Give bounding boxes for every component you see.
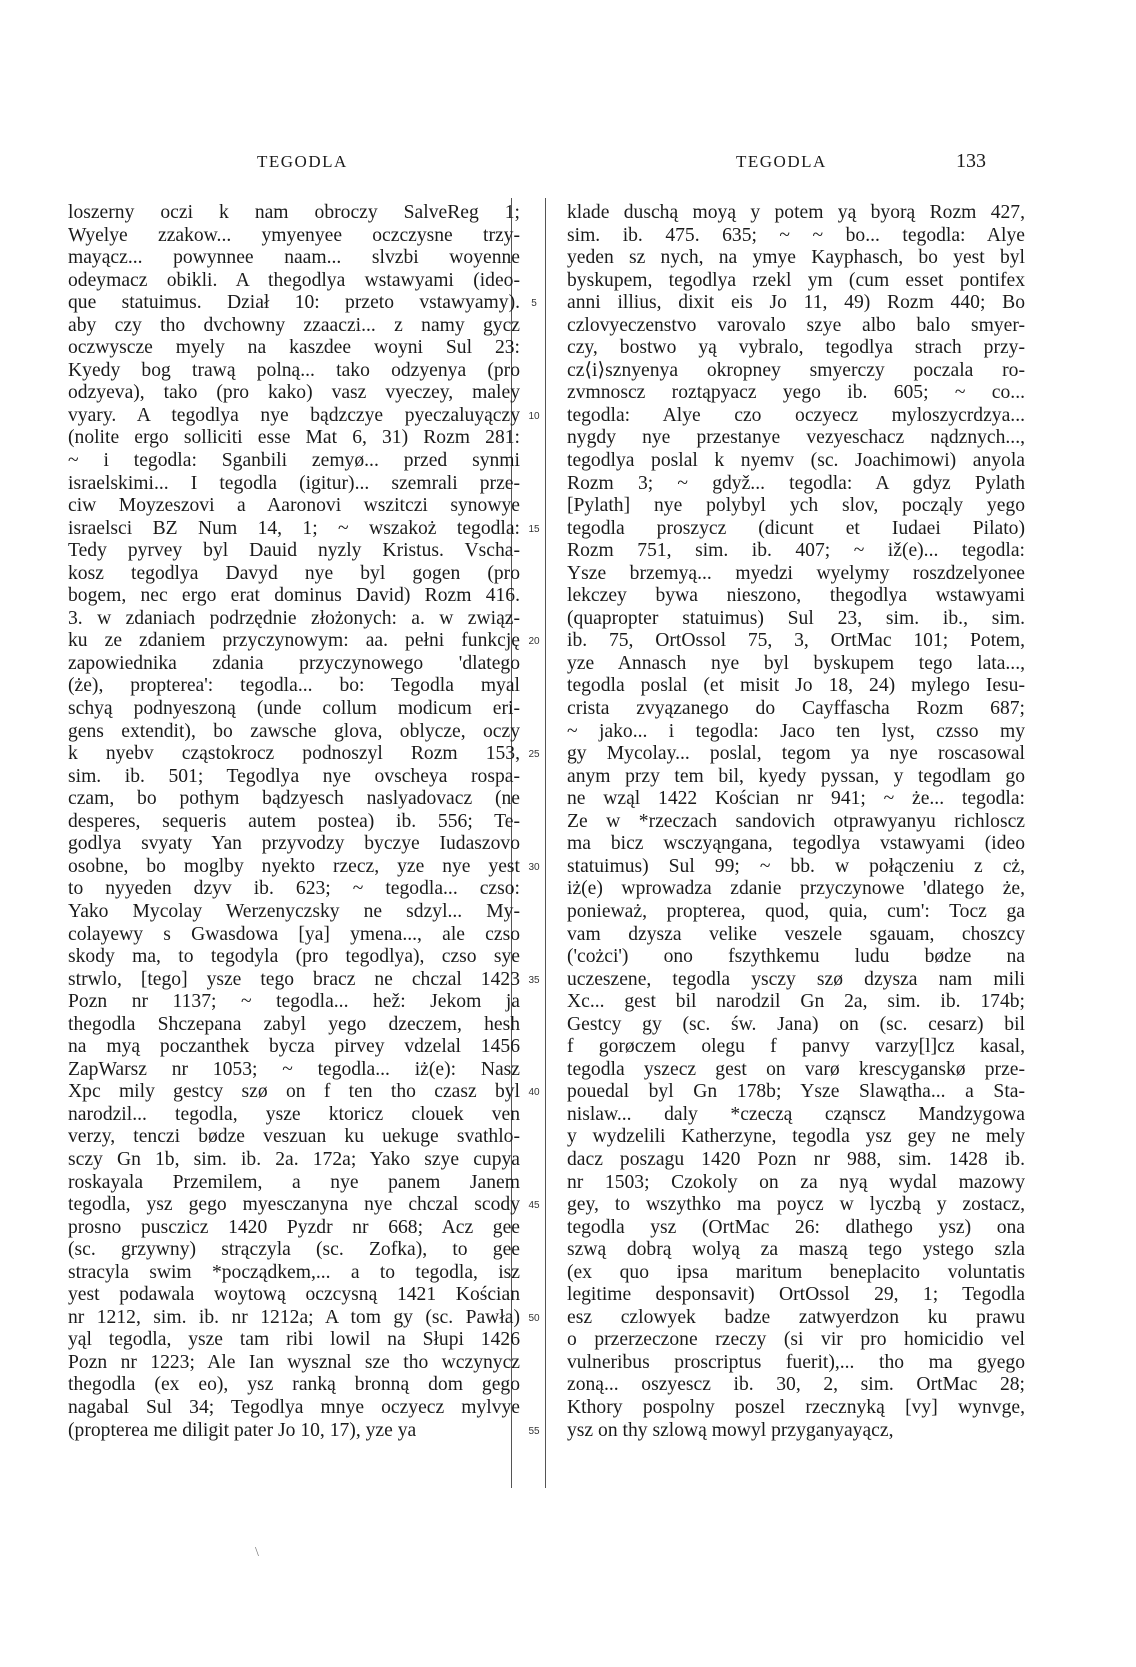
text-line: kosz tegodlya Davyd nye byl gogen (pro <box>68 562 520 584</box>
text-line: stracyla swim *począdkem,... a to tegodla, isz <box>68 1261 520 1283</box>
text-line: Pozn nr 1223; Ale Ian wysznal sze tho wczynycz <box>68 1351 520 1373</box>
text-line: byskupem, tegodlya rzekl ym (cum esset pontifex <box>567 269 1025 291</box>
text-line: ciw Moyzeszovi a Aaronovi wszitczi synowye <box>68 495 520 517</box>
text-line: yest podawala woytową oczcysną 1421 Kościan <box>68 1284 520 1306</box>
text-line: yąl tegodla, ysze tam ribi lowil na Słupi 1426 <box>68 1329 520 1351</box>
text-line: gy Mycolay... poslal, tegom ya nye roscasowal <box>567 743 1025 765</box>
text-line: k nyebv cząstokrocz podnoszyl Rozm 153, <box>68 743 520 765</box>
line-number: 40 <box>528 1087 540 1099</box>
text-line: ib. 75, OrtOssol 75, 3, OrtMac 101; Potem, <box>567 630 1025 652</box>
text-line: aby czy tho dvchowny zzaaczi... z namy gycz <box>68 314 520 336</box>
line-number: 50 <box>528 1312 540 1324</box>
stray-mark: \ <box>255 1545 259 1560</box>
text-line: zoną... oszyescz ib. 30, 2, sim. OrtMac 28; <box>567 1374 1025 1396</box>
text-line: (nolite ergo solliciti esse Mat 6, 31) Rozm 281: <box>68 427 520 449</box>
text-line: thegodla (ex eo), ysz ranką bronną dom gego <box>68 1374 520 1396</box>
text-line: nr 1503; Czokoly on za nyą wydal mazowy <box>567 1171 1025 1193</box>
text-line: iż(e) wprowadza zdanie przyczynowe 'dlatego że, <box>567 878 1025 900</box>
text-line: anni illius, dixit eis Jo 11, 49) Rozm 440; Bo <box>567 292 1025 314</box>
text-line: vulneribus proscriptus fuerit),... tho ma gyego <box>567 1351 1025 1373</box>
text-line: czy, bostwo yą vybralo, tegodlya strach przy- <box>567 337 1025 359</box>
text-line: esz czlowyek badze zatwyerdzon ku prawu <box>567 1306 1025 1328</box>
text-line: Xc... gest bil narodzil Gn 2a, sim. ib. 174b; <box>567 991 1025 1013</box>
text-line: verzy, tenczi bødze veszuan ku uekuge svathlo- <box>68 1126 520 1148</box>
line-number: 5 <box>531 298 537 310</box>
text-line: tegodla yszecz gest on varø krescyganskø prze- <box>567 1058 1025 1080</box>
text-line: Tedy pyrvey byl Dauid nyzly Kristus. Vscha- <box>68 540 520 562</box>
text-line: czam, bo pothym bądzyesch naslyadovacz (ne <box>68 788 520 810</box>
line-number: 30 <box>528 861 540 873</box>
text-line: legitime desponsavit) OrtOssol 29, 1; Tegodla <box>567 1284 1025 1306</box>
text-line: loszerny oczi k nam obroczy SalveReg 1; <box>68 202 520 223</box>
text-line: gens extendit), bo zawsche glova, oblycze, oczy <box>68 720 520 742</box>
text-line: crista zvyązanego do Cayffascha Rozm 687; <box>567 698 1025 720</box>
text-line: odeymacz obikli. A thegodlya wstawyami (ideo- <box>68 269 520 291</box>
text-line: na myą poczanthek bycza pirvey vdzelal 1456 <box>68 1036 520 1058</box>
text-line: zapowiednika zdania przyczynowego 'dlatego <box>68 652 520 674</box>
text-line: nagabal Sul 34; Tegodlya mnye oczyecz mylvye <box>68 1396 520 1418</box>
text-line: y wydzelili Katherzyne, tegodla ysz gey ne mely <box>567 1126 1025 1148</box>
line-number: 25 <box>528 749 540 761</box>
text-line: israelsci BZ Num 14, 1; ~ wszakoż tegodla: <box>68 517 520 539</box>
text-line: o przerzeczone rzeczy (si vir pro homicidio vel <box>567 1329 1025 1351</box>
text-line: oczwyscze myely na kaszdee woyni Sul 23: <box>68 337 520 359</box>
text-line: nr 1212, sim. ib. nr 1212a; A tom gy (sc. Pawła) <box>68 1306 520 1328</box>
text-line: Rozm 3; ~ gdyž... tegodla: A gdyz Pylath <box>567 472 1025 494</box>
text-line: f gorøczem olegu f panvy varzy[l]cz kasal, <box>567 1036 1025 1058</box>
text-line: [Pylath] nye polybyl ych slov, począly yego <box>567 495 1025 517</box>
running-head-right: TEGODLA <box>736 152 827 171</box>
text-line: ne wząl 1422 Kościan nr 941; ~ że... tegodla: <box>567 788 1025 810</box>
text-line: lekczey bywa nieszono, thegodlya wstawyami <box>567 585 1025 607</box>
text-line: Yako Mycolay Werzenyczsky ne sdzyl... My- <box>68 900 520 922</box>
text-line: Rozm 751, sim. ib. 407; ~ iž(e)... tegodla: <box>567 540 1025 562</box>
text-line: Pozn nr 1137; ~ tegodla... hež: Jekom ja <box>68 991 520 1013</box>
left-text-column <box>68 202 520 1442</box>
text-line: czlovyeczenstvo varovalo szye albo balo smyer- <box>567 314 1025 336</box>
text-line: 3. w zdaniach podrzędnie złożonych: a. w związ- <box>68 607 520 629</box>
text-line: (ex quo ipsa maritum beneplacito voluntatis <box>567 1261 1025 1283</box>
text-line: vyary. A tegodlya nye bądzczye pyeczaluyączy <box>68 404 520 426</box>
text-line: (sc. grzywny) strączyla (sc. Zofka), to gee <box>68 1239 520 1261</box>
text-line: pouedal byl Gn 178b; Ysze Slawątha... a Sta- <box>567 1081 1025 1103</box>
text-line: yze Annasch nye byl byskupem tego lata..., <box>567 652 1025 674</box>
running-head-left: TEGODLA <box>257 152 348 171</box>
text-line: (propterea me diligit pater Jo 10, 17), yze ya <box>68 1419 417 1441</box>
line-number: 55 <box>528 1425 540 1437</box>
text-line: sim. ib. 501; Tegodlya nye ovscheya rospa- <box>68 765 520 787</box>
text-line: godlya svyaty Yan przyvodzy byczye Iudaszovo <box>68 833 520 855</box>
text-line: narodzil... tegodla, ysze ktoricz clouek ven <box>68 1103 520 1125</box>
text-line: colayewy s Gwasdowa [ya] ymena..., ale czso <box>68 923 520 945</box>
text-line: israelskimi... I tegodla (igitur)... szemrali prze- <box>68 472 520 494</box>
text-line: ('cożci') ono fszythkemu ludu bødze na <box>567 946 1025 968</box>
text-line: uczeszene, tegodla ysczy szø dzysza nam mili <box>567 968 1025 990</box>
text-line: strwlo, [tego] ysze tego bracz ne chczal 1423 <box>68 968 520 990</box>
line-number: 20 <box>528 636 540 648</box>
text-line: Xpc mily gestcy szø on f ten tho czasz byl <box>68 1081 520 1103</box>
text-line: desperes, sequeris autem postea) ib. 556; Te- <box>68 810 520 832</box>
text-line: ~ jako... i tegodla: Jaco ten lyst, czsso my <box>567 720 1025 742</box>
text-line: skody ma, to tegodyla (pro tegodlya), czso sye <box>68 946 520 968</box>
right-text-column <box>567 202 1025 1442</box>
text-line: sczy Gn 1b, sim. ib. 2a. 172a; Yako szye cupya <box>68 1148 520 1170</box>
text-line: dacz poszagu 1420 Pozn nr 988, sim. 1428 ib. <box>567 1148 1025 1170</box>
text-line: roskayala Przemilem, a nye panem Janem <box>68 1171 520 1193</box>
text-line: osobne, bo moglby nyekto rzecz, yze nye yest <box>68 855 520 877</box>
text-line: yeden sz nych, na ymye Kayphasch, bo yest byl <box>567 247 1025 269</box>
text-line: ZapWarsz nr 1053; ~ tegodla... iż(e): Nasz <box>68 1058 520 1080</box>
text-line: to nyyeden dzyv ib. 623; ~ tegodla... czso: <box>68 878 520 900</box>
line-number: 15 <box>528 523 540 535</box>
text-line: klade duschą moyą y potem yą byorą Rozm 427, <box>567 202 1025 223</box>
text-line: anym przy tem bil, kyedy pyssan, y tegodlam go <box>567 765 1025 787</box>
text-line: Gestcy gy (sc. św. Jana) on (sc. cesarz) bil <box>567 1013 1025 1035</box>
page-number: 133 <box>956 150 986 172</box>
line-number: 35 <box>528 974 540 986</box>
text-line: tegodla proszycz (dicunt et Iudaei Pilato) <box>567 517 1025 539</box>
text-line: ~ i tegodla: Sganbili zemyø... przed synmi <box>68 450 520 472</box>
text-line: bogem, nec ergo erat dominus David) Rozm 416. <box>68 585 520 607</box>
text-line: nygdy nye przestanye vezyeschacz nądznych..., <box>567 427 1025 449</box>
text-line: tegodla: Alye czo oczyecz myloszycrdzya... <box>567 404 1025 426</box>
text-line: que statuimus. Dział 10: przeto vstawyamy). <box>68 292 520 314</box>
text-line: Ysze brzemyą... myedzi wyelymy roszdzelyonee <box>567 562 1025 584</box>
text-line: gey, to wszythko ma poycz w lyczbą y zostacz, <box>567 1194 1025 1216</box>
text-line: tegodla poslal (et misit Jo 18, 24) mylego Iesu- <box>567 675 1025 697</box>
text-line: Wyelye zzakow... ymyenyee oczczysne trzy- <box>68 224 520 246</box>
text-line: nislaw... daly *czeczą cząnscz Mandzygowa <box>567 1103 1025 1125</box>
text-line: prosno pusczicz 1420 Pyzdr nr 668; Acz gee <box>68 1216 520 1238</box>
column-rule-right <box>545 198 546 1488</box>
text-line: zvmnoscz roztąpyacz yego ib. 605; ~ co... <box>567 382 1025 404</box>
text-line: szwą dobrą wolyą za maszą tego ystego szla <box>567 1239 1025 1261</box>
text-line: ponieważ, propterea, quod, quia, cum': Tocz ga <box>567 900 1025 922</box>
text-line: schyą podnyeszoną (unde collum modicum eri- <box>68 698 520 720</box>
line-number: 10 <box>528 410 540 422</box>
text-line: cz⟨i⟩sznyenya okropney smyerczy poczala ro- <box>567 359 1025 381</box>
text-line: ma bicz wsczyąngana, tegodlya vstawyami (ideo <box>567 833 1025 855</box>
text-line: thegodla Shczepana zabyl yego dzeczem, hesh <box>68 1013 520 1035</box>
text-line: vam dzysza velike veszele sgauam, choszcy <box>567 923 1025 945</box>
text-line: sim. ib. 475. 635; ~ ~ bo... tegodla: Alye <box>567 224 1025 246</box>
text-line: statuimus) Sul 99; ~ bb. w połączeniu z cż, <box>567 855 1025 877</box>
text-line: ysz on thy szlową mowyl przyganyayącz, <box>567 1419 894 1441</box>
text-line: odzyeva), tako (pro kako) vasz vyeczey, maley <box>68 382 520 404</box>
text-line: tegodla ysz (OrtMac 26: dlathego ysz) ona <box>567 1216 1025 1238</box>
text-line: Ze w *rzeczach sandovich otprawyanyu richloscz <box>567 810 1025 832</box>
text-line: mayącz... powynnee naam... slvzbi woyenne <box>68 247 520 269</box>
text-line: tegodlya poslal k nyemv (sc. Joachimowi) anyola <box>567 450 1025 472</box>
line-number: 45 <box>528 1200 540 1212</box>
text-line: ku ze zdaniem przyczynowym: aa. pełni funkcję <box>68 630 520 652</box>
text-line: tegodla, ysz gego myesczanyna nye chczal scody <box>68 1194 520 1216</box>
text-line: (że), propterea': tegodla... bo: Tegodla myal <box>68 675 520 697</box>
text-line: Kthory pospolny poszel rzecznyką [vy] wynvge, <box>567 1396 1025 1418</box>
text-line: (quapropter statuimus) Sul 23, sim. ib., sim. <box>567 607 1025 629</box>
text-line: Kyedy bog trawą polną... tako odzyenya (pro <box>68 359 520 381</box>
